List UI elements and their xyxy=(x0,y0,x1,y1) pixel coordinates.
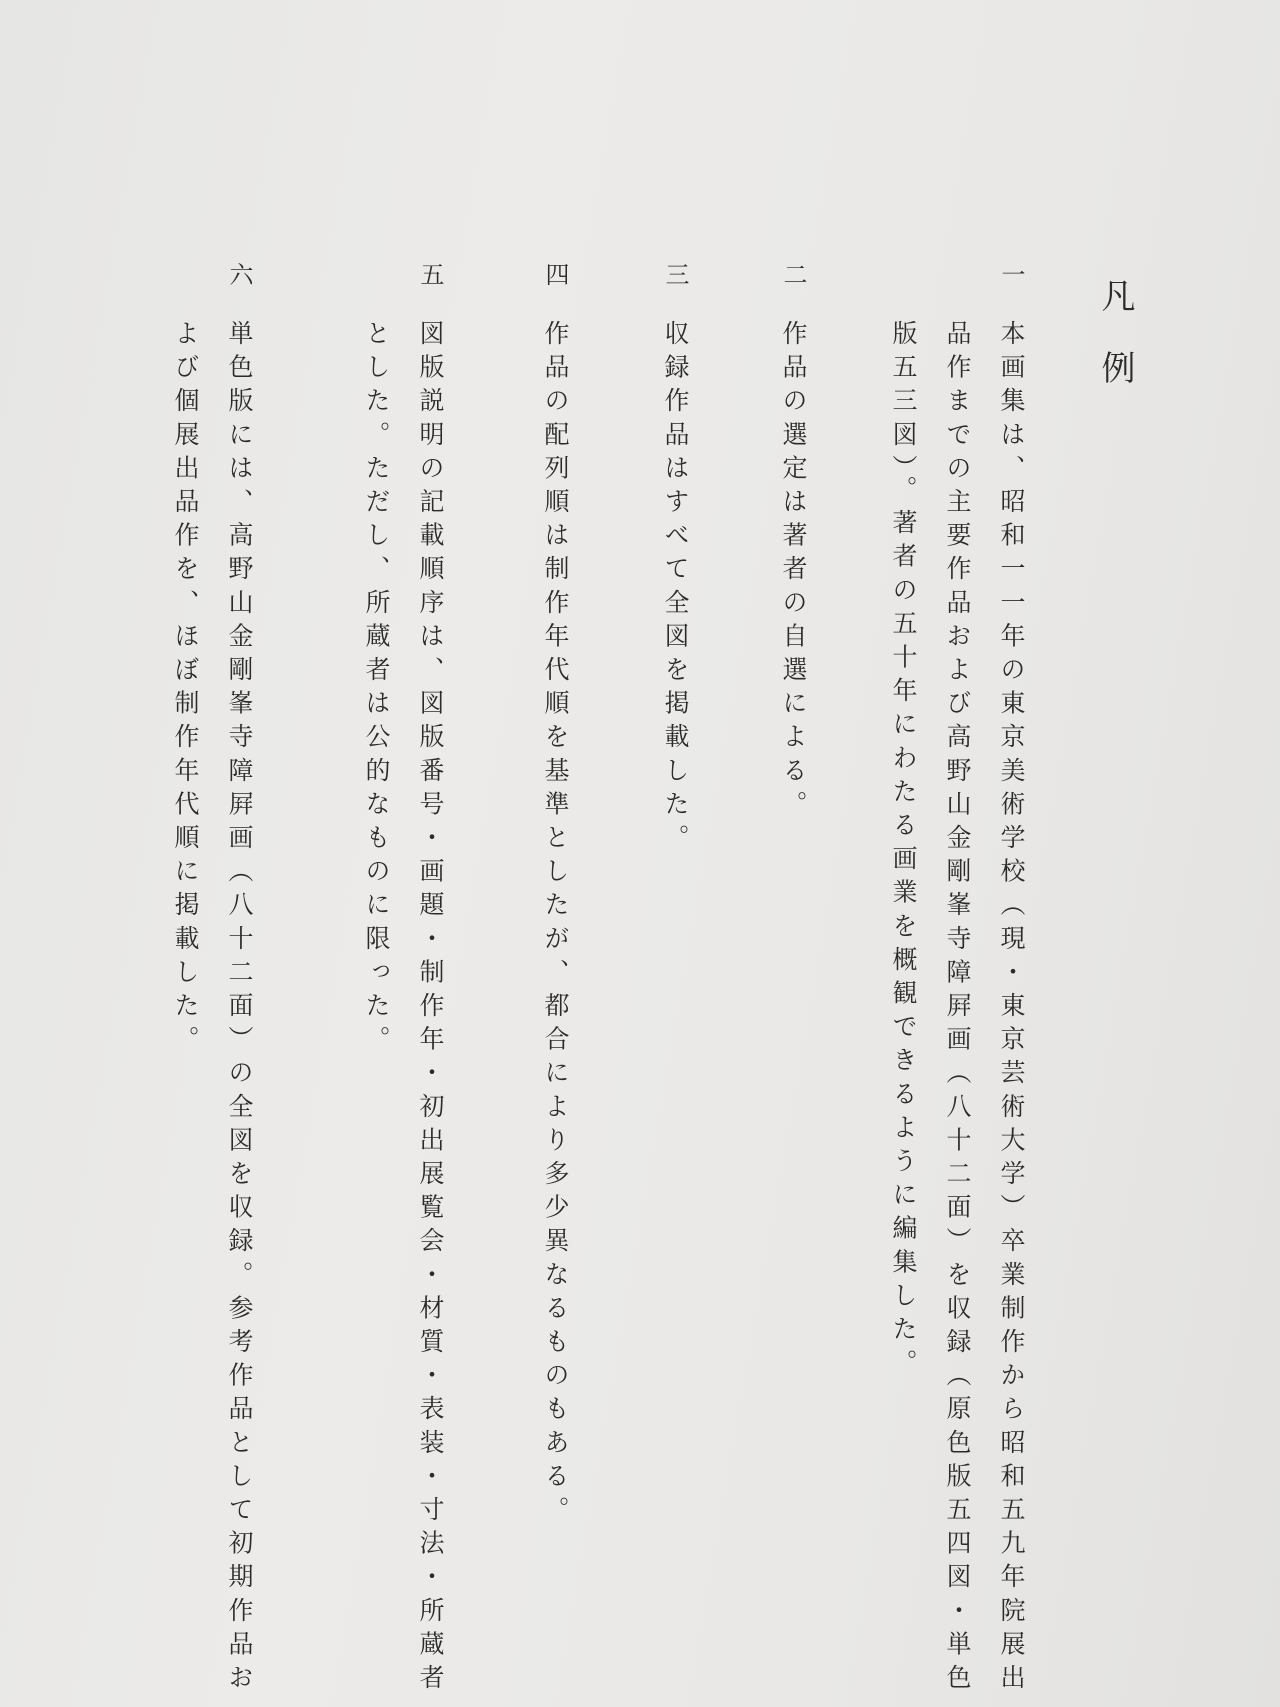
item-6-line-1: 単色版には、高野山金剛峯寺障屛画（八十二面）の全図を収録。参考作品として初期作品お xyxy=(225,320,254,1698)
page-title: 凡例 xyxy=(1095,278,1135,422)
item-number-3: 三 xyxy=(661,262,689,286)
item-3-line-1: 収録作品はすべて全図を掲載した。 xyxy=(661,320,690,858)
item-1-line-3: 版五三図）。著者の五十年にわたる画業を概観できるように編集した。 xyxy=(889,320,918,1383)
item-1-line-1: 本画集は、昭和一一年の東京美術学校（現・東京芸術大学）卒業制作から昭和五九年院展出 xyxy=(997,320,1026,1698)
item-5-line-2: とした。ただし、所蔵者は公的なものに限った。 xyxy=(362,320,391,1060)
item-number-5: 五 xyxy=(416,262,444,286)
item-6-line-2: よび個展出品作を、ほぼ制作年代順に掲載した。 xyxy=(171,320,200,1060)
item-number-2: 二 xyxy=(779,262,807,286)
item-number-6: 六 xyxy=(225,262,253,286)
item-5-line-1: 図版説明の記載順序は、図版番号・画題・制作年・初出展覧会・材質・表装・寸法・所蔵者 xyxy=(416,320,445,1698)
item-2-line-1: 作品の選定は著者の自選による。 xyxy=(779,320,808,824)
item-1-line-2: 品作までの主要作品および高野山金剛峯寺障屛画（八十二面）を収録（原色版五四図・単色 xyxy=(943,320,972,1698)
item-4-line-1: 作品の配列順は制作年代順を基準としたが、都合により多少異なるものもある。 xyxy=(541,320,570,1530)
item-number-1: 一 xyxy=(997,262,1025,286)
item-number-4: 四 xyxy=(541,262,569,286)
